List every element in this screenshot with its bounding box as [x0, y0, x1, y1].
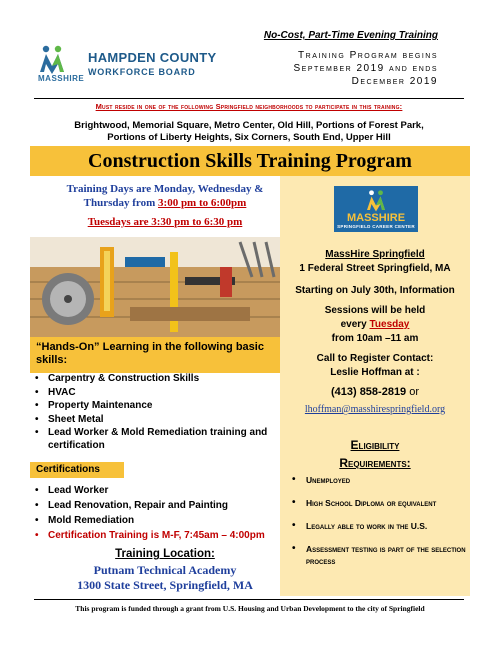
- header-program-info: [238, 30, 438, 88]
- location-address: 1300 State Street, Springfield, MA: [77, 578, 253, 592]
- list-item: • Property Maintenance: [48, 400, 280, 413]
- eligibility-heading-line2: Requirements:: [339, 456, 411, 470]
- program-title-banner: Construction Skills Training Program: [30, 146, 470, 176]
- eligibility-heading-line1: Eligibility: [350, 438, 400, 452]
- training-location: [40, 563, 290, 593]
- phone-or: or: [409, 386, 420, 398]
- certifications-heading: Certifications: [30, 462, 124, 478]
- eligibility-heading: [284, 436, 466, 472]
- neighborhoods-line2: Portions of Liberty Heights, Six Corners, South End, Upper Hill: [107, 132, 391, 143]
- list-item: • Lead Worker: [48, 484, 280, 497]
- header-divider: [34, 98, 464, 99]
- session-info: [284, 304, 466, 346]
- logo-wordmark: MASSHIRE: [38, 74, 85, 83]
- list-item: • Unemployed: [306, 474, 468, 486]
- tuesday-hours: Tuesdays are 3:30 pm to 6:30 pm: [87, 216, 243, 228]
- residency-notice: Must reside in one of the following Springfield neighborhoods to participate in this training:: [95, 102, 403, 111]
- phone-number: (413) 858-2819: [330, 386, 407, 398]
- logo-subtitle: SPRINGFIELD CAREER CENTER: [337, 224, 415, 229]
- tagline: No-Cost, Part-Time Evening Training: [263, 30, 438, 41]
- center-address: 1 Federal Street Springfield, MA: [299, 263, 451, 274]
- list-item: • Assessment testing is part of the selection process: [306, 543, 468, 567]
- training-days: [40, 182, 290, 210]
- certifications-list: [30, 484, 280, 544]
- neighborhood-list: [34, 120, 464, 144]
- center-name: MassHire Springfield: [325, 249, 425, 260]
- sessions-every: every: [340, 319, 367, 330]
- training-location-label: Training Location:: [115, 548, 215, 560]
- list-item: • High School Diploma or equivalent: [306, 497, 468, 509]
- program-dates-line3: December 2019: [351, 76, 438, 87]
- training-days-thursday: Thursday from: [83, 197, 156, 209]
- program-dates-line1: Training Program begins: [298, 50, 438, 61]
- call-to-register: Call to Register Contact:: [316, 353, 434, 364]
- session-day: Tuesday: [369, 319, 410, 330]
- logo-wordmark: MASSHIRE: [346, 212, 406, 224]
- info-session-start: Starting on July 30th, Information: [295, 285, 455, 296]
- list-item: • Mold Remediation: [48, 514, 280, 527]
- location-name: Putnam Technical Academy: [93, 563, 237, 577]
- masshire-hampden-logo: [38, 36, 238, 86]
- list-item: • Sheet Metal: [48, 414, 280, 427]
- program-dates-line2: September 2019 and ends: [293, 63, 438, 74]
- neighborhoods-line1: Brightwood, Memorial Square, Metro Center, Old Hill, Portions of Forest Park,: [74, 120, 424, 131]
- tools-photo: [30, 237, 280, 337]
- skills-heading: “Hands-On” Learning in the following basic skills:: [30, 337, 280, 373]
- list-item: • HVAC: [48, 387, 280, 400]
- contact-email-link[interactable]: lhoffman@masshirespringfield.org: [304, 404, 446, 415]
- list-item: • Lead Renovation, Repair and Painting: [48, 499, 280, 512]
- sessions-line1: Sessions will be held: [324, 305, 426, 316]
- training-days-time: 3:00 pm to 6:00pm: [158, 197, 247, 209]
- org-name-line2: WORKFORCE BOARD: [88, 67, 196, 77]
- footer-divider: [34, 599, 464, 600]
- funding-note: This program is funded through a grant from U.S. Housing and Urban Development to the city of Springfield: [75, 604, 425, 613]
- masshire-logo-icon: [364, 189, 388, 213]
- masshire-logo-icon: [38, 44, 66, 76]
- eligibility-list: [286, 474, 468, 578]
- list-item: • Lead Worker & Mold Remediation training and certification: [48, 427, 280, 452]
- list-item: • Carpentry & Construction Skills: [48, 373, 280, 386]
- certification-hours: • Certification Training is M-F, 7:45am – 4:00pm: [48, 529, 280, 542]
- masshire-springfield-logo: [334, 186, 418, 232]
- contact-info: [284, 352, 466, 380]
- list-item: • Legally able to work in the U.S.: [306, 520, 468, 532]
- org-name-line1: HAMPDEN COUNTY: [88, 50, 217, 65]
- skills-list: [30, 373, 280, 453]
- training-days-text: Training Days are Monday, Wednesday &: [66, 183, 264, 195]
- center-info: [284, 248, 466, 276]
- contact-name: Leslie Hoffman at :: [330, 367, 420, 378]
- contact-phone: [284, 386, 466, 398]
- sessions-time: from 10am –11 am: [331, 333, 419, 344]
